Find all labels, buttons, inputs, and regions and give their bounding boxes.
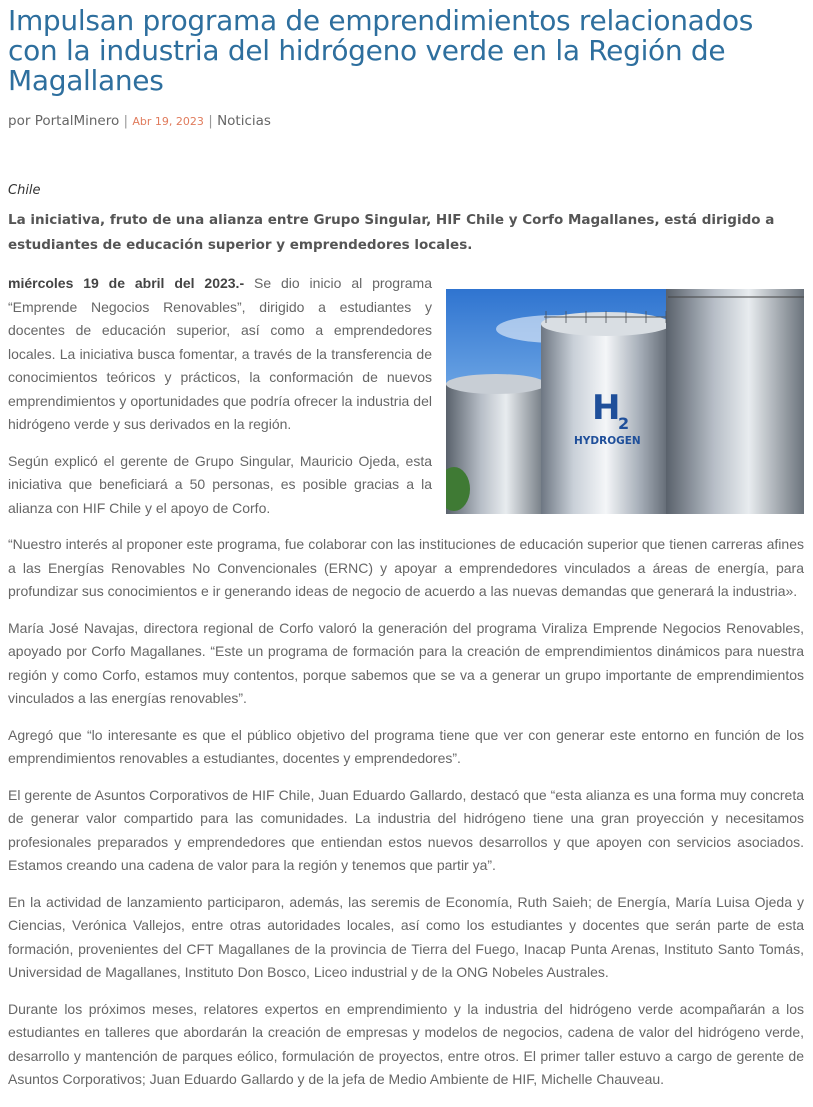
meta-separator: | (123, 113, 129, 129)
hydrogen-tanks-photo (446, 289, 804, 514)
paragraph: María José Navajas, directora regional de Corfo valoró la generación del programa Viraliza Emprende Negocios Renovables, apoyado por Corfo Magallanes. “Este un programa de formación para la creación de emprendimientos dinámicos para nuestra región y como Corfo, estamos muy contentos, porque sabemos que se va a generar un grupo importante de emprendimientos vinculados a las energías renovables”. (8, 619, 804, 706)
paragraph: El gerente de Asuntos Corporativos de HIF Chile, Juan Eduardo Gallardo, destacó que “esta alianza es una forma muy concreta de generar valor compartido para las comunidades. La industria del hidrógeno tiene una gran proyección y necesitamos profesionales preparados y emprendedores que entiendan estos nuevos desarrollos y que apoyen con servicios asociados. Estamos creando una cadena de valor para la región y tenemos que partir ya”. (8, 786, 804, 873)
h2-label: H (592, 388, 621, 428)
hydrogen-label: HYDROGEN (574, 435, 641, 447)
dateline: miércoles 19 de abril del 2023.- (8, 275, 245, 291)
author-link[interactable]: PortalMinero (34, 113, 120, 129)
meta-separator: | (208, 113, 213, 129)
paragraph-text: Se dio inicio al programa “Emprende Negocios Renovables”, dirigido a estudiantes y docentes de educación superior, así como a emprendedores locales. La iniciativa busca fomentar, a través de la transferencia de conocimientos teóricos y prácticos, la conformación de nuevos emprendimientos y oportunidades que podría ofrecer la industria del hidrógeno verde y sus derivados en la región. (8, 275, 432, 432)
article-meta (8, 113, 804, 133)
category-link[interactable]: Noticias (217, 113, 271, 129)
paragraph: Agregó que “lo interesante es que el público objetivo del programa tiene que ver con generar este entorno en función de los emprendimientos renovables a estudiantes, docentes y emprendedores”. (8, 726, 804, 766)
paragraph: Durante los próximos meses, relatores expertos en emprendimiento y la industria del hidrógeno verde acompañarán a los estudiantes en talleres que abordarán la creación de empresas y modelos de negocios, cadena de valor del hidrógeno verde, desarrollo y mantención de parques eólico, formulación de proyectos, entre otros. El primer taller estuvo a cargo de gerente de Asuntos Corporativos; Juan Eduardo Gallardo y de la jefa de Medio Ambiente de HIF, Michelle Chauveau. (8, 1000, 804, 1087)
paragraph: En la actividad de lanzamiento participaron, además, las seremis de Economía, Ruth Saieh; de Energía, María Luisa Ojeda y Ciencias, Verónica Vallejos, entre otras autoridades locales, así como los estudiantes y docentes que serán parte de esta formación, provenientes del CFT Magallanes de la provincia de Tierra del Fuego, Inacap Punta Arenas, Instituto Santo Tomás, Universidad de Magallanes, Instituto Don Bosco, Liceo industrial y de la ONG Nobeles Australes. (8, 893, 804, 980)
article-body (8, 272, 804, 1092)
h2-subscript: 2 (618, 414, 630, 433)
article (8, 0, 804, 1105)
paragraph: Según explicó el gerente de Grupo Singular, Mauricio Ojeda, esta iniciativa que beneficiará a 50 personas, es posible gracias a la alianza con HIF Chile y el apoyo de Corfo. (8, 452, 432, 516)
article-lead: La iniciativa, fruto de una alianza entre Grupo Singular, HIF Chile y Corfo Magallanes, está dirigido a estudiantes de educación superior y emprendedores locales. (8, 212, 775, 253)
meta-by: por (8, 113, 31, 129)
publish-date: Abr 19, 2023 (132, 115, 204, 128)
article-country: Chile (8, 183, 41, 198)
paragraph: “Nuestro interés al proponer este programa, fue colaborar con las instituciones de educación superior que tienen carreras afines a las Energías Renovables No Convencionales (ERNC) y apoyar a emprendedores vinculados a áreas de energía, para profundizar sus conocimientos e ir generando ideas de negocio de acuerdo a las nuevas demandas que generará la industria». (8, 536, 804, 599)
article-title: Impulsan programa de emprendimientos relacionados con la industria del hidrógeno verde en la Región de Magallanes (8, 4, 754, 97)
